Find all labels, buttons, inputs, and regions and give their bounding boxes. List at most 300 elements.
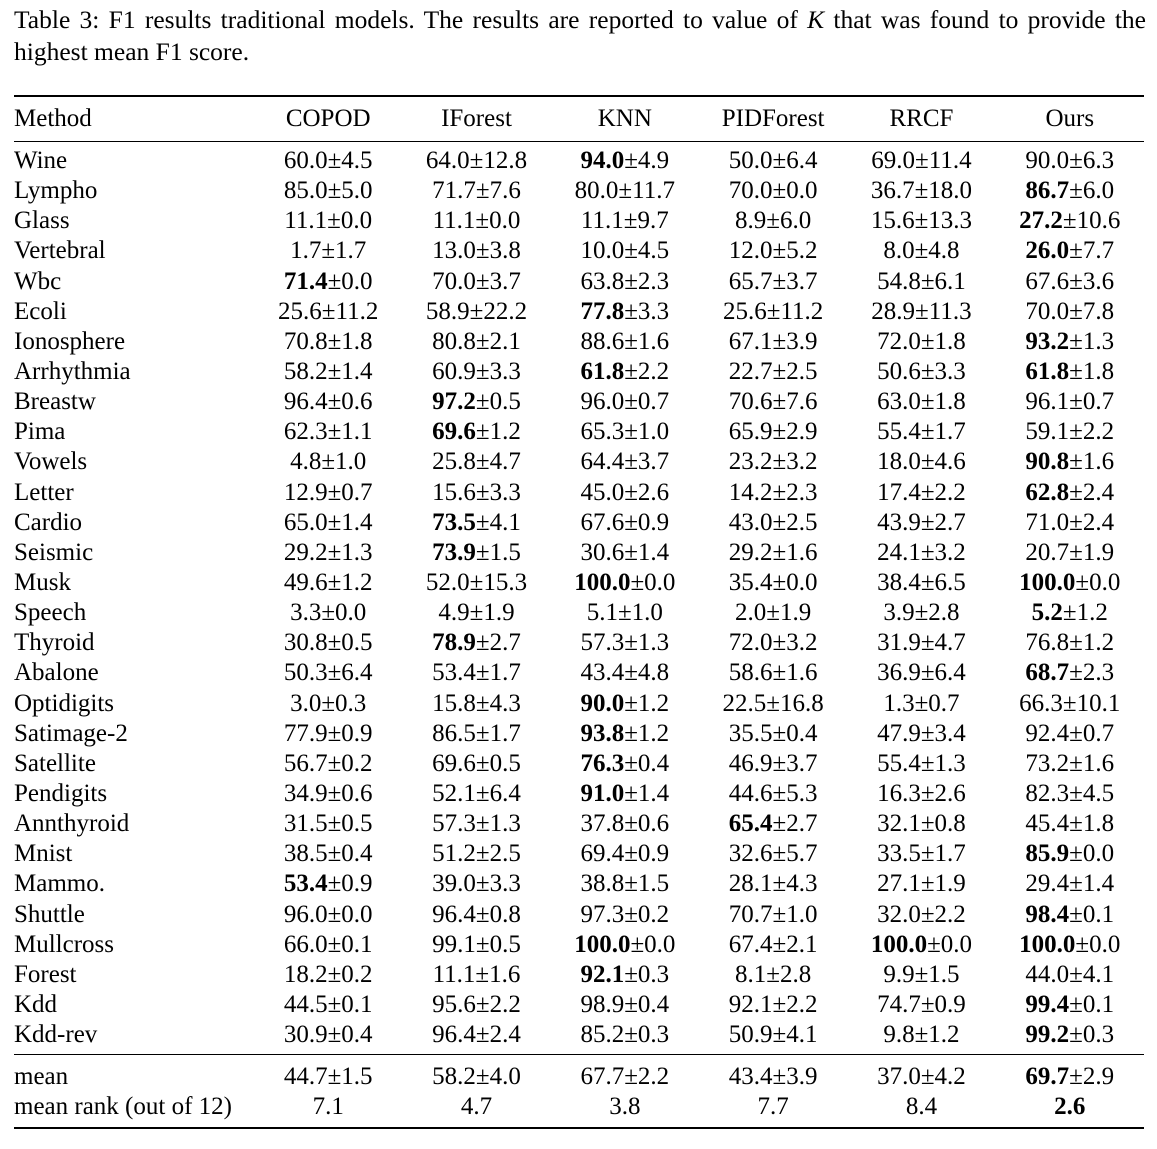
f1-results-table <box>14 95 1144 1129</box>
plus-minus-symbol: ± <box>772 840 787 868</box>
best-value: 97.2 <box>432 388 476 416</box>
cell-iforest <box>402 267 550 297</box>
plus-minus-symbol: ± <box>772 870 787 898</box>
plus-minus-symbol: ± <box>475 840 490 868</box>
value: 55.4 <box>877 749 921 777</box>
plus-minus-symbol: ± <box>327 147 342 175</box>
std-value: 2.6 <box>934 780 966 808</box>
value: 9.8 <box>883 1021 915 1049</box>
row-label: Wbc <box>14 267 62 295</box>
cell-copod <box>254 568 402 598</box>
std-value: 0.9 <box>637 508 670 536</box>
plus-minus-symbol: ± <box>624 991 638 1018</box>
std-value: 0.0 <box>786 569 818 597</box>
value: 57.3 <box>432 810 476 838</box>
plus-minus-symbol: ± <box>475 267 490 295</box>
plus-minus-symbol: ± <box>475 358 490 386</box>
value: 58.2 <box>283 358 328 386</box>
table-row-pendigits <box>14 779 1144 809</box>
std-value: 4.5 <box>1082 780 1115 808</box>
value: 24.1 <box>877 538 921 566</box>
cell-pidforest <box>699 297 847 327</box>
std-value: 22.2 <box>483 297 528 325</box>
std-value: 2.8 <box>779 960 812 988</box>
plus-minus-symbol: ± <box>772 991 787 1018</box>
row-label: Satellite <box>14 749 96 777</box>
plus-minus-symbol: ± <box>327 1021 342 1049</box>
cell-ours <box>996 447 1144 477</box>
value: 5.1 <box>586 599 618 627</box>
best-value: 73.9 <box>432 538 476 566</box>
std-value: 0.0 <box>489 207 521 235</box>
std-value: 1.3 <box>341 538 373 566</box>
value: 14.2 <box>728 478 773 506</box>
cell-knn <box>551 930 699 960</box>
std-value: 4.3 <box>786 870 818 898</box>
cell-pidforest <box>699 900 847 930</box>
plus-minus-symbol: ± <box>321 237 336 265</box>
cell-ours <box>996 357 1144 387</box>
best-value: 100.0 <box>870 930 928 958</box>
cell-copod <box>254 779 402 809</box>
plus-minus-symbol: ± <box>624 1021 638 1049</box>
plus-minus-symbol: ± <box>624 780 638 808</box>
plus-minus-symbol: ± <box>772 418 787 446</box>
best-value: 26.0 <box>1025 237 1070 265</box>
value: 66.3 <box>1019 689 1063 717</box>
std-value: 1.7 <box>934 840 966 868</box>
best-value: 76.3 <box>580 749 625 777</box>
std-value: 0.6 <box>341 780 373 808</box>
plus-minus-symbol: ± <box>321 448 336 476</box>
cell-knn <box>551 142 699 177</box>
row-label: mean <box>14 1063 69 1091</box>
row-label: Thyroid <box>14 629 95 657</box>
value: 29.2 <box>283 538 328 566</box>
cell-iforest <box>402 508 550 538</box>
std-value: 0.0 <box>341 267 373 295</box>
value: 15.6 <box>432 478 476 506</box>
cell-rrcf <box>847 327 995 357</box>
plus-minus-symbol: ± <box>475 870 490 898</box>
std-value: 5.0 <box>341 177 373 205</box>
value: 50.0 <box>728 147 773 175</box>
plus-minus-symbol: ± <box>772 659 787 687</box>
std-value: 1.2 <box>1082 629 1115 657</box>
cell-iforest <box>402 236 550 266</box>
value: 10.0 <box>580 237 625 265</box>
cell-knn <box>551 568 699 598</box>
cell-rrcf <box>847 598 995 628</box>
std-value: 0.0 <box>1089 569 1121 597</box>
std-value: 6.4 <box>934 659 966 687</box>
cell-rrcf <box>847 1020 995 1055</box>
std-value: 0.5 <box>341 629 373 657</box>
std-value: 4.3 <box>489 689 521 717</box>
std-value: 1.8 <box>934 327 966 355</box>
value: 67.1 <box>728 327 773 355</box>
std-value: 0.7 <box>1082 388 1115 416</box>
value: 77.9 <box>283 719 328 747</box>
plus-minus-symbol: ± <box>914 960 929 988</box>
cell-pidforest <box>699 809 847 839</box>
std-value: 12.8 <box>483 147 528 175</box>
std-value: 1.6 <box>1082 749 1115 777</box>
cell-rrcf <box>847 387 995 417</box>
plus-minus-symbol: ± <box>1075 569 1090 597</box>
std-value: 0.7 <box>637 388 670 416</box>
value: 30.6 <box>580 538 625 566</box>
value: 85.2 <box>580 1021 625 1049</box>
std-value: 4.1 <box>786 1021 818 1049</box>
plus-minus-symbol: ± <box>772 930 787 958</box>
std-value: 1.6 <box>489 960 521 988</box>
cell-pidforest <box>699 658 847 688</box>
plus-minus-symbol: ± <box>475 719 490 747</box>
plus-minus-symbol: ± <box>772 358 787 386</box>
std-value: 1.1 <box>341 418 373 446</box>
std-value: 2.2 <box>934 478 966 506</box>
std-value: 3.7 <box>637 448 670 476</box>
plus-minus-symbol: ± <box>1062 207 1077 235</box>
row-label: Kdd-rev <box>14 1021 98 1049</box>
std-value: 2.5 <box>786 358 818 386</box>
value: 22.7 <box>728 358 773 386</box>
std-value: 0.9 <box>341 870 373 898</box>
value: 43.0 <box>728 508 773 536</box>
value: 11.1 <box>432 960 476 988</box>
plus-minus-symbol: ± <box>624 749 638 777</box>
cell-copod <box>254 142 402 177</box>
std-value: 2.3 <box>1082 659 1115 687</box>
cell-rrcf <box>847 990 995 1020</box>
plus-minus-symbol: ± <box>475 930 490 958</box>
cell-knn <box>551 990 699 1020</box>
cell-pidforest <box>699 1092 847 1127</box>
std-value: 1.5 <box>341 1063 373 1091</box>
cell-rrcf <box>847 297 995 327</box>
plus-minus-symbol: ± <box>327 870 342 898</box>
best-value: 69.7 <box>1025 1063 1070 1091</box>
plus-minus-symbol: ± <box>327 780 342 808</box>
cell-iforest <box>402 297 550 327</box>
best-value: 90.0 <box>580 689 625 717</box>
value: 66.0 <box>283 930 328 958</box>
std-value: 0.5 <box>489 749 521 777</box>
cell-rrcf <box>847 236 995 266</box>
cell-ours <box>996 568 1144 598</box>
row-label: Shuttle <box>14 900 85 928</box>
std-value: 0.3 <box>335 689 367 717</box>
value: 29.2 <box>728 538 773 566</box>
value: 52.0 <box>425 569 470 597</box>
table-body <box>14 142 1144 1055</box>
plus-minus-symbol: ± <box>630 930 645 958</box>
value: 15.8 <box>432 689 476 717</box>
row-label: Ionosphere <box>14 327 126 355</box>
value: 65.0 <box>283 508 328 536</box>
std-value: 6.1 <box>934 267 966 295</box>
cell-copod <box>254 236 402 266</box>
value: 80.8 <box>432 327 476 355</box>
cell-copod <box>254 478 402 508</box>
cell-knn <box>551 236 699 266</box>
row-label: Glass <box>14 207 70 235</box>
cell-ours <box>996 719 1144 749</box>
value: 69.4 <box>580 840 625 868</box>
plus-minus-symbol: ± <box>1069 840 1083 868</box>
plus-minus-symbol: ± <box>920 810 935 838</box>
plus-minus-symbol: ± <box>321 689 336 717</box>
std-value: 3.2 <box>934 538 966 566</box>
cell-rrcf <box>847 809 995 839</box>
std-value: 2.4 <box>1082 478 1115 506</box>
std-value: 0.0 <box>786 177 818 205</box>
value: 57.3 <box>580 629 625 657</box>
best-value: 93.2 <box>1025 327 1070 355</box>
std-value: 0.2 <box>341 960 373 988</box>
value: 11.1 <box>580 207 624 235</box>
cell-knn <box>551 357 699 387</box>
cell-rrcf <box>847 749 995 779</box>
best-value: 78.9 <box>432 629 476 657</box>
value: 60.0 <box>283 147 328 175</box>
plus-minus-symbol: ± <box>1075 930 1090 958</box>
std-value: 4.0 <box>489 1063 521 1091</box>
plus-minus-symbol: ± <box>327 900 342 928</box>
std-value: 1.5 <box>637 870 670 898</box>
row-label: Letter <box>14 478 74 506</box>
cell-iforest <box>402 869 550 899</box>
column-header-ours: Ours <box>1045 105 1095 132</box>
value: 38.4 <box>877 569 921 597</box>
value: 22.5 <box>722 689 767 717</box>
value: 99.1 <box>432 930 476 958</box>
plus-minus-symbol: ± <box>1069 810 1083 838</box>
value: 97.3 <box>580 900 625 928</box>
std-value: 2.1 <box>489 327 521 355</box>
plus-minus-symbol: ± <box>927 930 941 958</box>
plus-minus-symbol: ± <box>920 538 935 566</box>
plus-minus-symbol: ± <box>914 237 929 265</box>
cell-knn <box>551 779 699 809</box>
std-value: 1.0 <box>637 418 670 446</box>
plus-minus-symbol: ± <box>469 599 484 627</box>
plus-minus-symbol: ± <box>475 177 490 205</box>
table-row-optidigits <box>14 689 1144 719</box>
row-label: mean rank (out of 12) <box>14 1093 232 1121</box>
value: 11.1 <box>432 207 476 235</box>
plus-minus-symbol: ± <box>469 297 484 325</box>
value: 59.1 <box>1025 418 1070 446</box>
plus-minus-symbol: ± <box>475 629 490 657</box>
plus-minus-symbol: ± <box>475 388 490 416</box>
plus-minus-symbol: ± <box>772 177 787 205</box>
value: 69.0 <box>871 147 916 175</box>
row-label: Annthyroid <box>14 810 130 838</box>
plus-minus-symbol: ± <box>920 327 935 355</box>
std-value: 7.7 <box>1082 237 1115 265</box>
cell-copod <box>254 417 402 447</box>
cell-ours <box>996 1055 1144 1093</box>
plus-minus-symbol: ± <box>327 719 342 747</box>
cell-pidforest <box>699 598 847 628</box>
std-value: 11.4 <box>928 147 972 175</box>
cell-rrcf <box>847 900 995 930</box>
cell-knn <box>551 689 699 719</box>
table-row-ionosphere <box>14 327 1144 357</box>
cell-knn <box>551 267 699 297</box>
value: 65.7 <box>728 267 773 295</box>
column-header-copod: COPOD <box>285 105 371 132</box>
cell-copod <box>254 719 402 749</box>
value: 67.6 <box>580 508 625 536</box>
cell-knn <box>551 297 699 327</box>
cell-copod <box>254 508 402 538</box>
value: 3.3 <box>290 599 322 627</box>
std-value: 0.4 <box>341 840 373 868</box>
cell-rrcf <box>847 508 995 538</box>
value: 70.7 <box>728 900 773 928</box>
plus-minus-symbol: ± <box>920 749 935 777</box>
best-value: 62.8 <box>1025 478 1070 506</box>
value: 56.7 <box>283 749 328 777</box>
cell-iforest <box>402 1092 550 1127</box>
value: 38.8 <box>580 870 625 898</box>
plus-minus-symbol: ± <box>915 147 929 175</box>
std-value: 3.3 <box>637 297 670 325</box>
value: 8.4 <box>905 1093 938 1121</box>
std-value: 4.1 <box>1082 960 1115 988</box>
value: 8.1 <box>735 960 767 988</box>
cell-copod <box>254 176 402 206</box>
value: 49.6 <box>283 569 328 597</box>
best-value: 100.0 <box>574 569 631 597</box>
cell-pidforest <box>699 568 847 598</box>
plus-minus-symbol: ± <box>772 478 787 506</box>
value: 17.4 <box>877 478 921 506</box>
best-value: 94.0 <box>580 147 625 175</box>
std-value: 1.0 <box>335 448 367 476</box>
cell-copod <box>254 1055 402 1093</box>
row-label: Vertebral <box>14 237 106 265</box>
plus-minus-symbol: ± <box>920 418 935 446</box>
plus-minus-symbol: ± <box>327 569 342 597</box>
plus-minus-symbol: ± <box>1069 659 1083 687</box>
value: 32.0 <box>877 900 921 928</box>
cell-iforest <box>402 206 550 236</box>
value: 47.9 <box>877 719 921 747</box>
cell-copod <box>254 327 402 357</box>
cell-copod <box>254 809 402 839</box>
cell-rrcf <box>847 1055 995 1093</box>
cell-knn <box>551 176 699 206</box>
plus-minus-symbol: ± <box>327 508 342 536</box>
row-label: Forest <box>14 960 77 988</box>
cell-ours <box>996 598 1144 628</box>
table-row-breastw <box>14 387 1144 417</box>
row-label: Mullcross <box>14 930 114 958</box>
std-value: 2.2 <box>637 1063 670 1091</box>
std-value: 1.8 <box>1082 358 1115 386</box>
plus-minus-symbol: ± <box>327 659 342 687</box>
table-header <box>14 96 1144 142</box>
std-value: 0.1 <box>341 930 373 958</box>
table-row-forest <box>14 960 1144 990</box>
plus-minus-symbol: ± <box>624 900 638 928</box>
cell-rrcf <box>847 628 995 658</box>
plus-minus-symbol: ± <box>327 749 342 777</box>
cell-rrcf <box>847 960 995 990</box>
value: 72.0 <box>877 327 921 355</box>
cell-iforest <box>402 538 550 568</box>
value: 73.2 <box>1025 749 1070 777</box>
table-summary <box>14 1055 1144 1128</box>
std-value: 3.9 <box>786 1063 818 1091</box>
value: 63.8 <box>580 267 625 295</box>
cell-knn <box>551 719 699 749</box>
std-value: 7.6 <box>786 388 818 416</box>
plus-minus-symbol: ± <box>766 297 781 325</box>
std-value: 1.6 <box>786 538 818 566</box>
plus-minus-symbol: ± <box>327 207 341 235</box>
cell-rrcf <box>847 568 995 598</box>
plus-minus-symbol: ± <box>1062 689 1077 717</box>
value: 43.9 <box>877 508 921 536</box>
value: 58.9 <box>425 297 470 325</box>
table-row-letter <box>14 478 1144 508</box>
plus-minus-symbol: ± <box>1069 267 1083 295</box>
std-value: 3.2 <box>786 448 818 476</box>
plus-minus-symbol: ± <box>624 810 638 838</box>
value: 38.5 <box>283 840 328 868</box>
plus-minus-symbol: ± <box>772 538 787 566</box>
value: 62.3 <box>283 418 328 446</box>
value: 92.1 <box>728 991 773 1018</box>
cell-pidforest <box>699 990 847 1020</box>
cell-iforest <box>402 930 550 960</box>
plus-minus-symbol: ± <box>1069 237 1083 265</box>
value: 12.9 <box>283 478 328 506</box>
cell-pidforest <box>699 176 847 206</box>
row-label: Speech <box>14 599 87 627</box>
plus-minus-symbol: ± <box>1069 508 1083 536</box>
std-value: 1.7 <box>934 418 966 446</box>
value: 36.9 <box>877 659 921 687</box>
best-value: 5.2 <box>1031 599 1063 627</box>
cell-knn <box>551 628 699 658</box>
cell-copod <box>254 749 402 779</box>
plus-minus-symbol: ± <box>1069 327 1083 355</box>
results-table-container <box>14 95 1144 1129</box>
plus-minus-symbol: ± <box>624 689 638 717</box>
std-value: 0.3 <box>637 1021 670 1049</box>
cell-iforest <box>402 689 550 719</box>
cell-pidforest <box>699 267 847 297</box>
cell-pidforest <box>699 478 847 508</box>
value: 80.0 <box>574 177 619 205</box>
plus-minus-symbol: ± <box>772 749 787 777</box>
cell-pidforest <box>699 357 847 387</box>
value: 45.4 <box>1025 810 1070 838</box>
std-value: 4.9 <box>637 147 670 175</box>
std-value: 1.8 <box>1082 810 1115 838</box>
std-value: 0.4 <box>637 991 670 1018</box>
std-value: 4.1 <box>489 508 521 536</box>
std-value: 0.5 <box>341 810 373 838</box>
value: 58.6 <box>728 659 773 687</box>
row-label: Ecoli <box>14 297 67 325</box>
